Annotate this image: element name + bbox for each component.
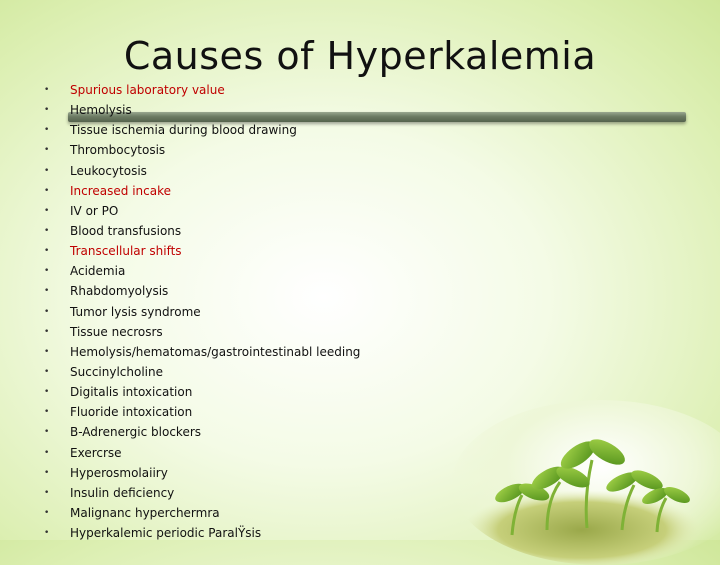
bullet-icon: •	[44, 286, 50, 297]
bullet-icon: •	[44, 85, 50, 95]
list-item-text: Leukocytosis	[70, 163, 147, 178]
bullet-icon: •	[44, 125, 50, 136]
slide-title: Causes of Hyperkalemia	[123, 34, 597, 78]
bullet-icon: •	[44, 326, 50, 337]
seedling-icon	[452, 400, 720, 565]
bullet-icon: •	[44, 467, 50, 478]
list-item-text: Tumor lysis syndrome	[70, 304, 201, 319]
bullet-icon: •	[44, 366, 50, 377]
list-item-text: Tissue necrosrs	[70, 324, 163, 339]
list-item-text: Increased incake	[70, 183, 172, 198]
list-item-text: Exercrse	[70, 445, 122, 460]
list-item-text: Succinylcholine	[70, 364, 163, 379]
bullet-icon: •	[44, 346, 50, 357]
list-item-text: Hyperkalemic periodic ParalŸsis	[70, 526, 262, 541]
list-item-text: Insulin deficiency	[70, 485, 175, 500]
list-item-text: Fluoride intoxication	[70, 405, 193, 420]
bullet-icon: •	[44, 225, 50, 236]
list-item-text: Hemolysis/hematomas/gastrointestinabl leeding	[70, 344, 361, 359]
bullet-icon: •	[44, 427, 50, 438]
bullet-icon: •	[44, 145, 50, 156]
list-item-text: Blood transfusions	[70, 223, 182, 238]
bullet-icon: •	[44, 306, 50, 317]
list-item-text: Transcellular shifts	[70, 244, 182, 259]
bullet-icon: •	[44, 447, 50, 458]
list-item-text: B-Adrenergic blockers	[70, 425, 202, 440]
list-item-text: Tissue ischemia during blood drawing	[70, 123, 297, 138]
list-item-text: Hemolysis	[70, 103, 132, 118]
list-item-text: Thrombocytosis	[70, 143, 166, 158]
seedling-image	[452, 400, 720, 565]
bullet-icon: •	[44, 105, 50, 116]
list-item-text: Spurious laboratory value	[70, 83, 225, 97]
list-item-text: Acidemia	[70, 264, 126, 279]
bullet-icon: •	[44, 185, 50, 196]
list-item-text: Digitalis intoxication	[70, 385, 193, 400]
bullet-icon: •	[44, 165, 50, 176]
list-item-text: Malignanc hyperchermra	[70, 505, 220, 520]
bullet-icon: •	[44, 266, 50, 277]
bullet-icon: •	[44, 205, 50, 216]
bullet-icon: •	[44, 528, 50, 539]
bullet-icon: •	[44, 387, 50, 398]
bullet-icon: •	[44, 487, 50, 498]
bullet-icon: •	[44, 246, 50, 257]
list-item-text: Rhabdomyolysis	[70, 284, 169, 299]
bullet-icon: •	[44, 507, 50, 518]
bullet-icon: •	[44, 407, 50, 418]
list-item-text: Hyperosmolaiiry	[70, 465, 168, 480]
list-item-text: IV or PO	[70, 203, 119, 218]
